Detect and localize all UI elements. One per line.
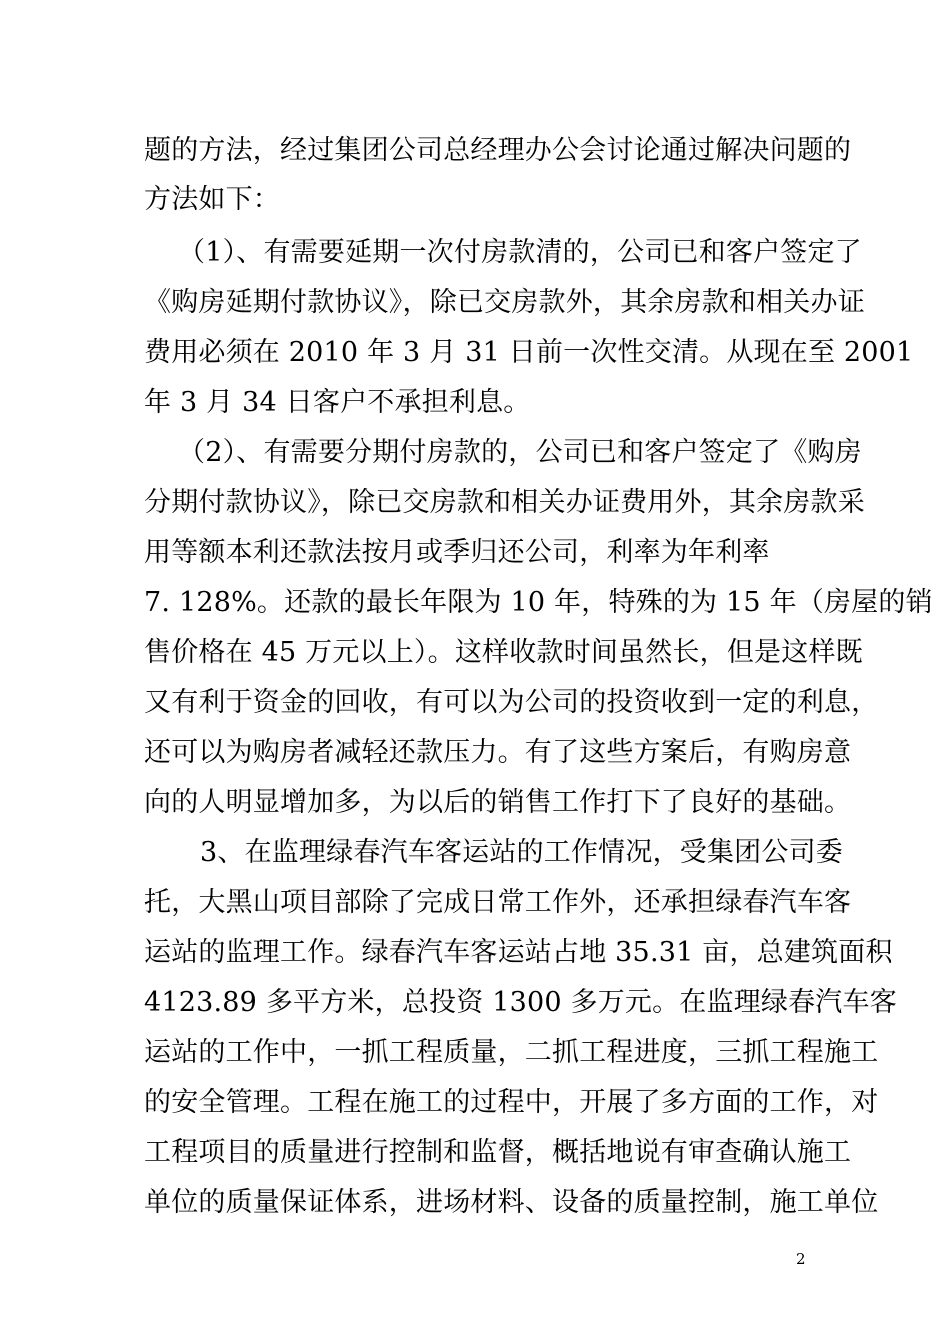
page-number: 2	[796, 1250, 806, 1268]
text-line: （1）、有需要延期一次付房款清的，公司已和客户签定了	[178, 237, 862, 268]
text-line: 4123.89 多平方米，总投资 1300 多万元。在监理绿春汽车客	[144, 987, 897, 1018]
text-line: 3、在监理绿春汽车客运站的工作情况，受集团公司委	[200, 837, 843, 868]
text-line: 方法如下：	[144, 184, 280, 215]
text-line: 题的方法，经过集团公司总经理办公会讨论通过解决问题的	[144, 135, 852, 166]
text-line: 售价格在 45 万元以上）。这样收款时间虽然长，但是这样既	[144, 637, 863, 668]
text-line: 工程项目的质量进行控制和监督，概括地说有审查确认施工	[144, 1137, 852, 1168]
text-line: 年 3 月 34 日客户不承担利息。	[144, 387, 531, 418]
text-line: 还可以为购房者减轻还款压力。有了这些方案后，有购房意	[144, 737, 852, 768]
text-line: 的安全管理。工程在施工的过程中，开展了多方面的工作，对	[144, 1087, 879, 1118]
text-line: 托，大黑山项目部除了完成日常工作外，还承担绿春汽车客	[144, 887, 852, 918]
text-line: 向的人明显增加多，为以后的销售工作打下了良好的基础。	[144, 787, 852, 818]
text-line: 又有利于资金的回收，有可以为公司的投资收到一定的利息，	[144, 687, 879, 718]
text-line: 运站的工作中，一抓工程质量，二抓工程进度，三抓工程施工	[144, 1037, 879, 1068]
text-line: 运站的监理工作。绿春汽车客运站占地 35.31 亩，总建筑面积	[144, 937, 893, 968]
text-line: 用等额本利还款法按月或季归还公司，利率为年利率	[144, 537, 770, 568]
text-line: 单位的质量保证体系，进场材料、设备的质量控制，施工单位	[144, 1187, 879, 1218]
text-line: （2）、有需要分期付房款的，公司已和客户签定了《购房	[178, 437, 862, 468]
text-line: 7. 128%。还款的最长年限为 10 年，特殊的为 15 年（房屋的销	[144, 587, 933, 618]
text-line: 《购房延期付款协议》，除已交房款外，其余房款和相关办证	[144, 287, 865, 318]
text-line: 分期付款协议》，除已交房款和相关办证费用外，其余房款采	[144, 487, 865, 518]
text-line: 费用必须在 2010 年 3 月 31 日前一次性交清。从现在至 2001	[144, 337, 914, 368]
